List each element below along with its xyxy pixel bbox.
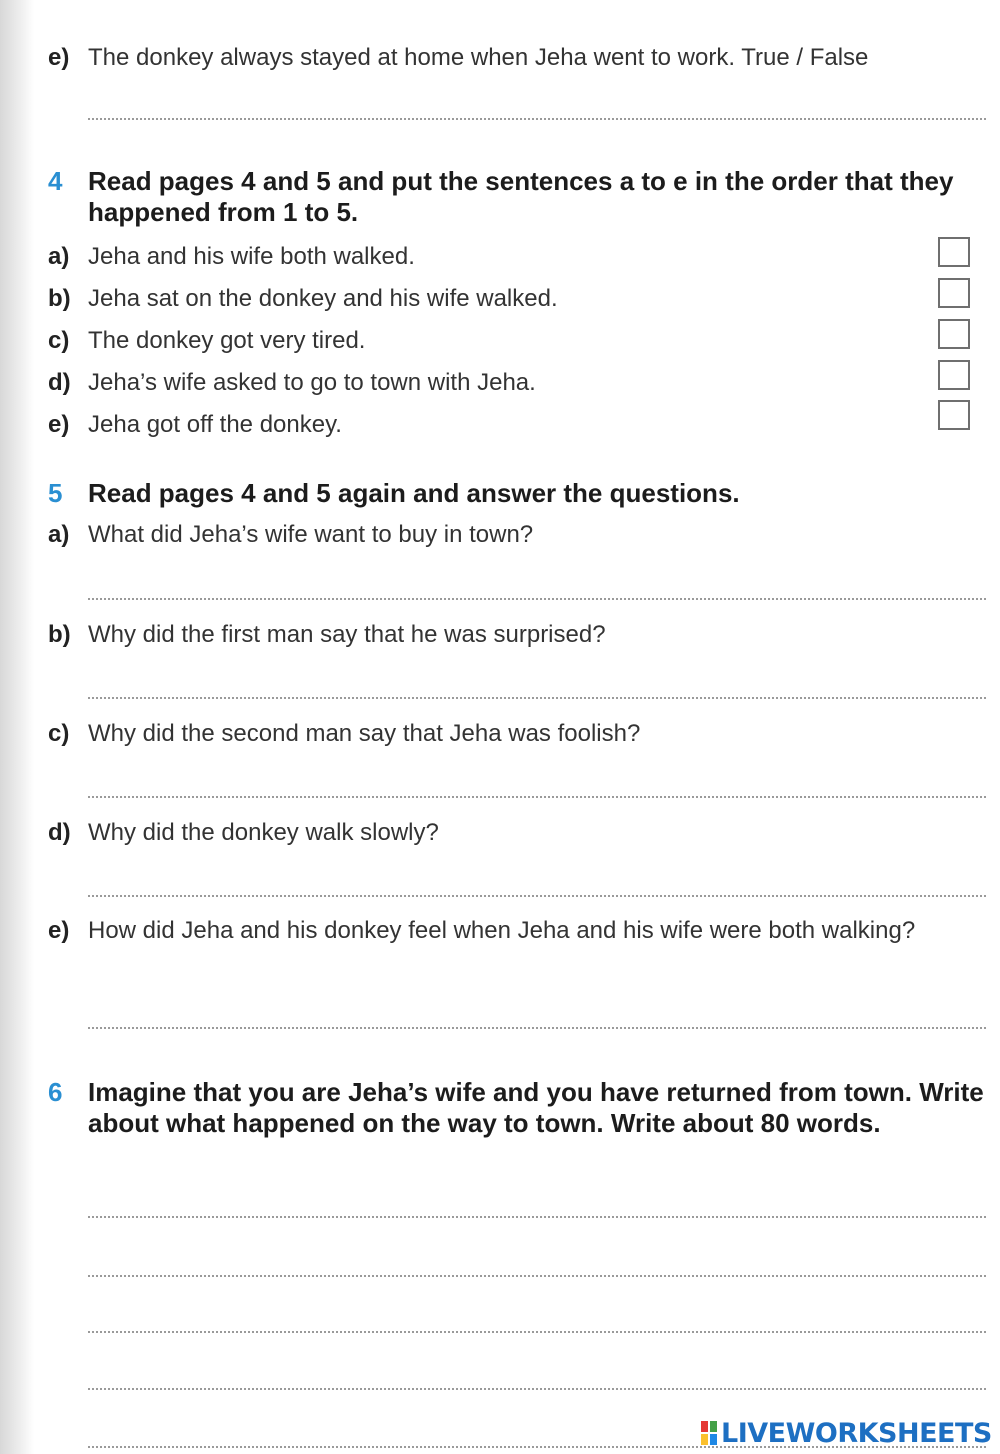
- item-letter: c): [48, 327, 70, 354]
- answer-line-q5a[interactable]: [88, 598, 986, 600]
- item-letter: e): [48, 917, 70, 944]
- answer-line-q3e[interactable]: [88, 118, 986, 120]
- item-letter: e): [48, 411, 70, 438]
- answer-line-q6-4[interactable]: [88, 1388, 986, 1390]
- question-instruction: Read pages 4 and 5 and put the sentences a to e in the order that they happened from 1 to 5.: [88, 166, 954, 227]
- order-box-e[interactable]: [938, 400, 970, 430]
- question-instruction: Read pages 4 and 5 again and answer the questions.: [88, 478, 740, 508]
- answer-line-q5c[interactable]: [88, 796, 986, 798]
- item-text: Jeha sat on the donkey and his wife walked.: [88, 285, 558, 312]
- item-text: Jeha’s wife asked to go to town with Jeha.: [88, 369, 536, 396]
- order-box-b[interactable]: [938, 278, 970, 308]
- question-number: 5: [48, 478, 63, 508]
- order-box-c[interactable]: [938, 319, 970, 349]
- answer-line-q6-1[interactable]: [88, 1216, 986, 1218]
- item-letter: d): [48, 369, 71, 396]
- logo-square: [700, 1420, 709, 1433]
- order-box-d[interactable]: [938, 360, 970, 390]
- item-letter: e): [48, 44, 70, 71]
- item-letter: a): [48, 243, 70, 270]
- liveworksheets-logo: [700, 1416, 992, 1450]
- answer-line-q6-3[interactable]: [88, 1331, 986, 1333]
- question-number: 6: [48, 1077, 63, 1107]
- item-text: How did Jeha and his donkey feel when Jeha and his wife were both walking?: [88, 917, 916, 944]
- answer-line-q6-2[interactable]: [88, 1275, 986, 1277]
- item-letter: d): [48, 819, 71, 846]
- item-text: Why did the second man say that Jeha was foolish?: [88, 720, 641, 747]
- answer-line-q5b[interactable]: [88, 697, 986, 699]
- question-instruction: Imagine that you are Jeha’s wife and you have returned from town. Write about what happened on the way to town. Write about 80 words.: [88, 1077, 984, 1138]
- item-text: Why did the donkey walk slowly?: [88, 819, 439, 846]
- logo-square: [709, 1420, 718, 1433]
- item-text: What did Jeha’s wife want to buy in town?: [88, 521, 534, 548]
- question-number: 4: [48, 166, 63, 196]
- item-letter: a): [48, 521, 70, 548]
- item-letter: c): [48, 720, 70, 747]
- item-text: Why did the first man say that he was surprised?: [88, 621, 606, 648]
- item-text: Jeha and his wife both walked.: [88, 243, 415, 270]
- brand-name: LIVEWORKSHEETS: [721, 1417, 992, 1449]
- item-text: Jeha got off the donkey.: [88, 411, 342, 438]
- item-letter: b): [48, 285, 71, 312]
- order-box-a[interactable]: [938, 237, 970, 267]
- item-letter: b): [48, 621, 71, 648]
- liveworksheets-logo-icon: [700, 1420, 718, 1446]
- answer-line-q5e[interactable]: [88, 1027, 986, 1029]
- logo-square: [709, 1433, 718, 1446]
- logo-square: [700, 1433, 709, 1446]
- page-binding-shadow: [0, 0, 34, 1454]
- answer-line-q5d[interactable]: [88, 895, 986, 897]
- item-text: The donkey got very tired.: [88, 327, 366, 354]
- item-text: The donkey always stayed at home when Jeha went to work. True / False: [88, 44, 869, 71]
